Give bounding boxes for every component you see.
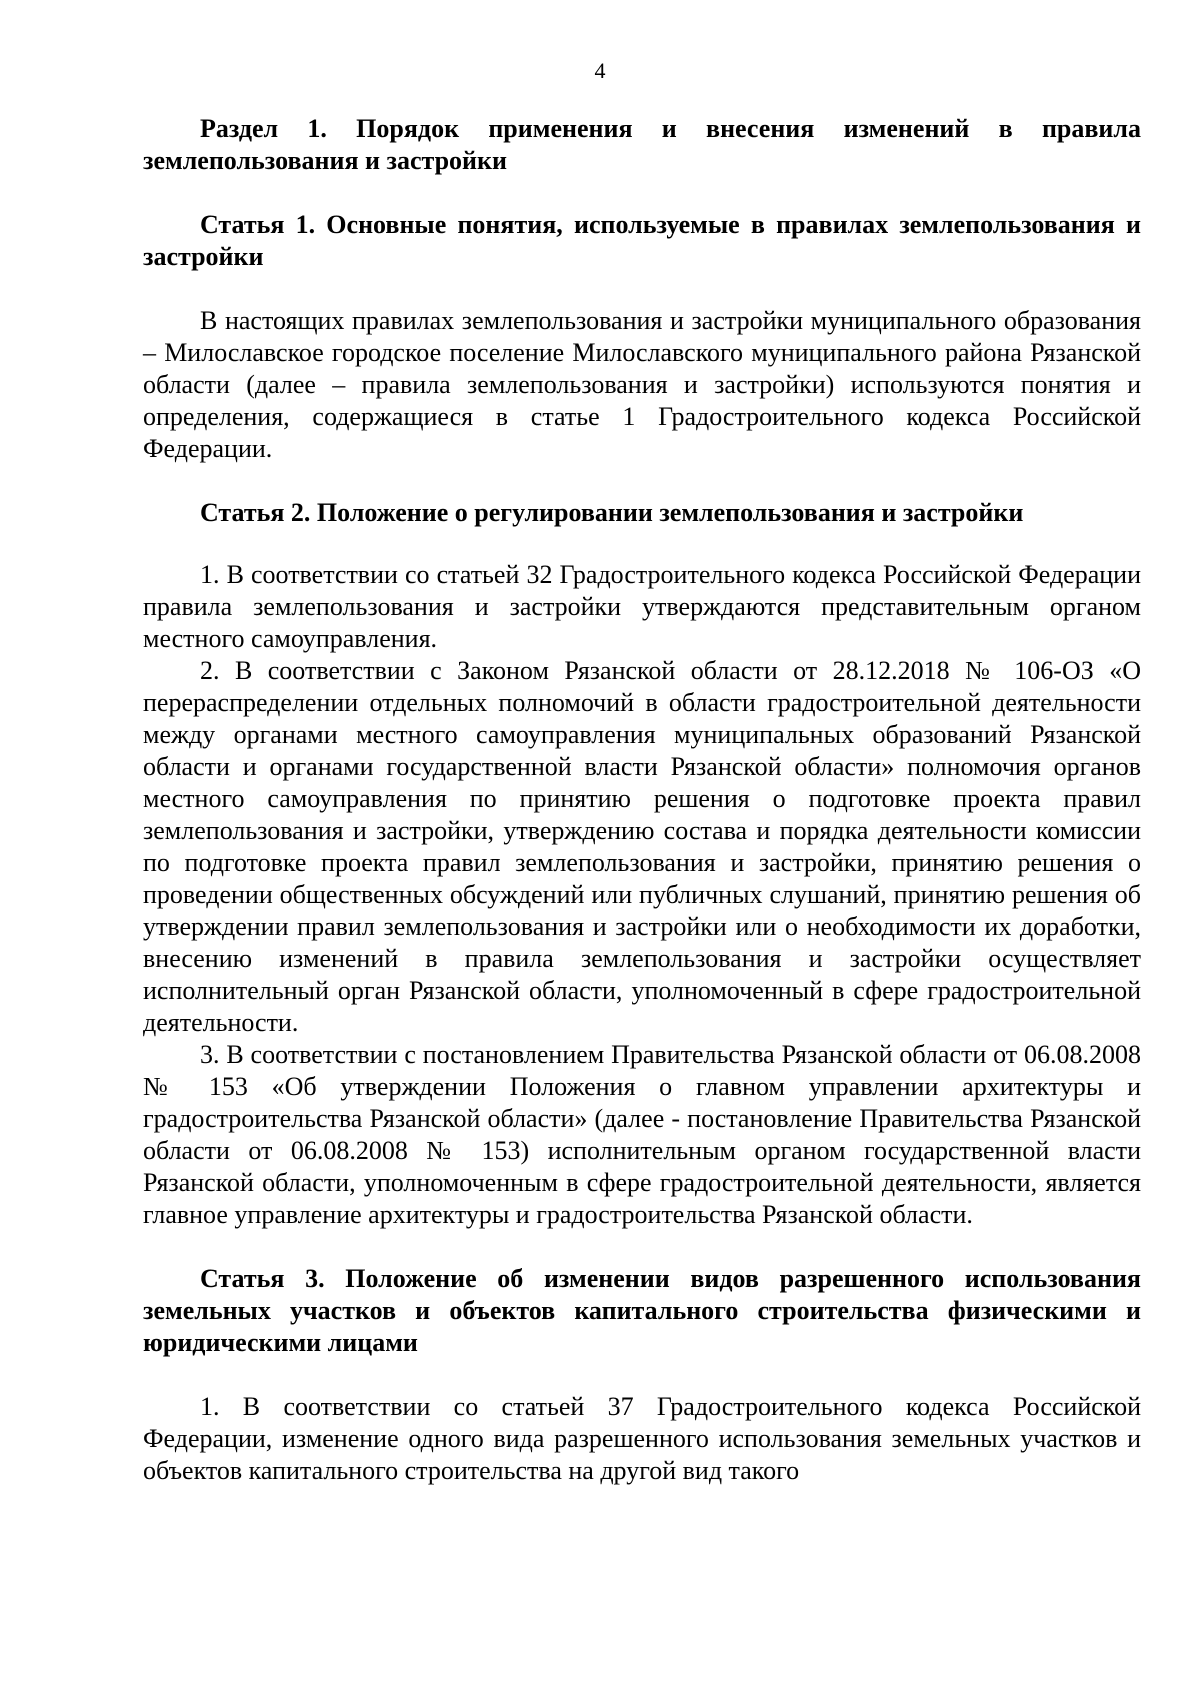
article-1-heading: Статья 1. Основные понятия, используемые в правилах землепользования и застройки: [143, 210, 1141, 271]
article-2-paragraph-2: 2. В соответствии с Законом Рязанской области от 28.12.2018 № 106-ОЗ «О перераспределении отдельных полномочий в области градостроительной деятельности между органами местного самоуправления муниципальных образований Рязанской области и органами государственной власти Рязанской области» полномочия органов местного самоуправления по принятию решения о подготовке проекта правил землепользования и застройки, утверждению состава и порядка деятельности комиссии по подготовке проекта правил землепользования и застройки, принятию решения о проведении общественных обсуждений или публичных слушаний, принятию решения об утверждении правил землепользования и застройки или о необходимости их доработки, внесению изменений в правила землепользования и застройки осуществляет исполнительный орган Рязанской области, уполномоченный в сфере градостроительной деятельности.: [143, 656, 1141, 1037]
article-1-paragraph: В настоящих правилах землепользования и застройки муниципального образования – Милославское городское поселение Милославского муниципального района Рязанской области (далее – правила землепользования и застройки) используются понятия и определения, содержащиеся в статье 1 Градостроительного кодекса Российской Федерации.: [143, 306, 1141, 463]
article-2-paragraph-3: 3. В соответствии с постановлением Правительства Рязанской области от 06.08.2008 № 153 «Об утверждении Положения о главном управлении архитектуры и градостроительства Рязанской области» (далее - постановление Правительства Рязанской области от 06.08.2008 № 153) исполнительным органом государственной власти Рязанской области, уполномоченным в сфере градостроительной деятельности, является главное управление архитектуры и градостроительства Рязанской области.: [143, 1040, 1141, 1229]
article-3-heading: Статья 3. Положение об изменении видов разрешенного использования земельных участков и объектов капитального строительства физическими и юридическими лицами: [143, 1264, 1141, 1357]
article-3-paragraph-1: 1. В соответствии со статьей 37 Градостроительного кодекса Российской Федерации, изменение одного вида разрешенного использования земельных участков и объектов капитального строительства на другой вид такого: [143, 1392, 1141, 1485]
section-heading: Раздел 1. Порядок применения и внесения изменений в правила землепользования и застройки: [143, 114, 1141, 175]
article-2-heading: Статья 2. Положение о регулировании землепользования и застройки: [200, 498, 1024, 527]
article-2-paragraph-1: 1. В соответствии со статьей 32 Градостроительного кодекса Российской Федерации правила землепользования и застройки утверждаются представительным органом местного самоуправления.: [143, 560, 1141, 653]
document-body: [143, 113, 1141, 1487]
page-number: 4: [594, 58, 606, 83]
